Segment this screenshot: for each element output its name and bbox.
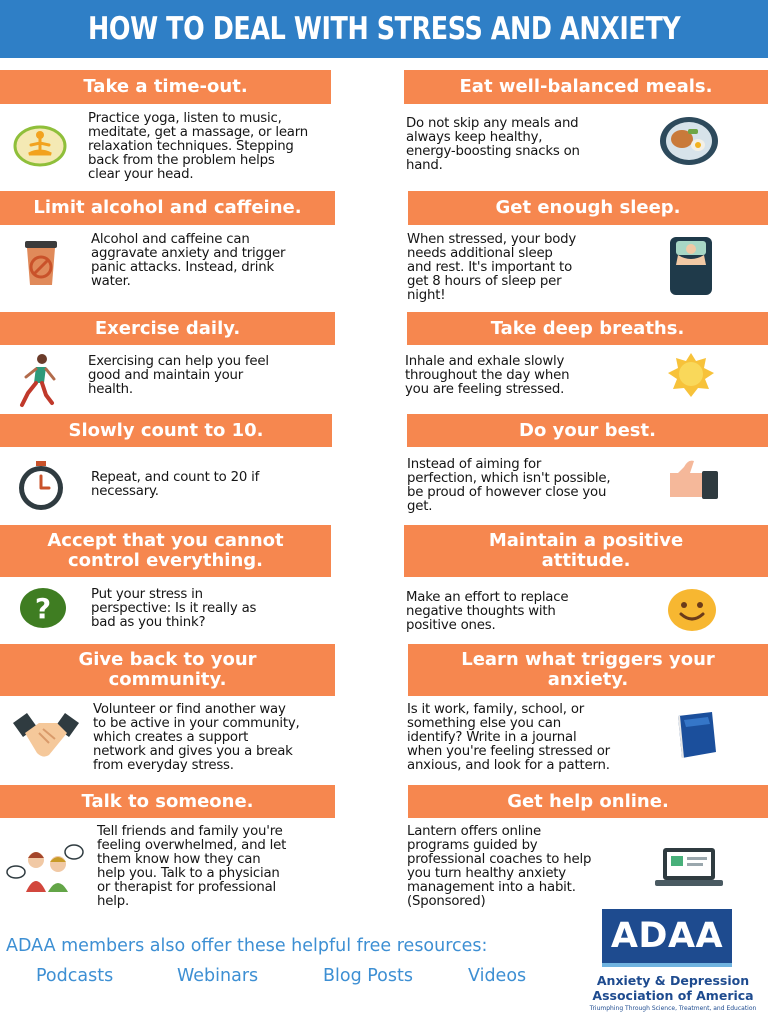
tip-body-line: throughout the day when — [405, 368, 570, 383]
tip-body-alcohol — [91, 233, 285, 289]
tip-body-line: negative thoughts with — [406, 604, 556, 619]
handshake-icon — [13, 713, 79, 761]
tip-body-line: bad as you think? — [91, 615, 206, 630]
org-name-line: Anxiety & Depression — [596, 973, 750, 988]
tip-body-best — [407, 458, 610, 514]
journal-book-icon — [670, 712, 718, 760]
thumbs-up-icon — [668, 459, 720, 501]
meal-plate-icon — [658, 115, 720, 167]
tip-body-line: feeling overwhelmed, and let — [97, 838, 287, 853]
tip-body-line: network and gives you a break — [93, 744, 293, 759]
tip-body-line: good and maintain your — [88, 368, 244, 383]
page-title: HOW TO DEAL WITH STRESS AND ANXIETY — [87, 11, 681, 47]
tip-body-line: which creates a support — [93, 730, 249, 745]
svg-text:?: ? — [34, 592, 52, 625]
tip-body-line: hand. — [406, 158, 443, 173]
tip-heading-community — [0, 644, 335, 696]
tip-heading-sleep — [408, 191, 768, 225]
tip-body-line: health. — [88, 382, 133, 397]
tip-body-line: you are feeling stressed. — [405, 382, 565, 397]
tip-heading-line: Exercise daily. — [94, 317, 241, 339]
organization-tagline: Triumphing Through Science, Treatment, and Education — [589, 1005, 757, 1012]
tip-body-line: water. — [91, 274, 131, 289]
tip-heading-meals — [404, 70, 768, 104]
tip-body-line: Inhale and exhale slowly — [405, 354, 565, 369]
tip-heading-line: Limit alcohol and caffeine. — [33, 197, 302, 218]
tip-heading-positive — [404, 525, 768, 577]
tip-heading-triggers — [408, 644, 768, 696]
tip-body-line: be proud of however close you — [407, 485, 607, 500]
tip-body-line: (Sponsored) — [407, 894, 486, 909]
tip-heading-line: Accept that you cannot — [47, 530, 284, 551]
yoga-meditation-icon — [13, 124, 67, 168]
tip-body-sleep — [407, 233, 576, 303]
tip-heading-talk — [0, 785, 335, 818]
tip-heading-line: Take deep breaths. — [490, 317, 685, 339]
tip-body-positive — [406, 591, 568, 633]
tip-body-line: Tell friends and family you're — [97, 824, 283, 839]
tip-heading-line: Slowly count to 10. — [68, 419, 264, 441]
tip-heading-line: Get help online. — [507, 790, 669, 812]
tip-body-line: panic attacks. Instead, drink — [91, 260, 275, 275]
runner-icon — [18, 353, 58, 409]
tip-body-line: Do not skip any meals and — [406, 116, 579, 131]
tip-heading-line: anxiety. — [547, 669, 629, 690]
tip-heading-alcohol — [0, 191, 335, 225]
tip-body-line: Put your stress in — [91, 587, 203, 602]
tip-body-talk — [97, 825, 286, 909]
tip-body-line: meditate, get a massage, or learn — [88, 125, 309, 140]
tip-body-line: Exercising can help you feel — [88, 354, 269, 369]
tip-body-line: get. — [407, 499, 433, 514]
tip-body-line: anxious, and look for a pattern. — [407, 758, 610, 773]
tip-body-accept — [91, 588, 256, 630]
question-mark-icon — [19, 587, 67, 629]
tip-heading-line: control everything. — [67, 550, 264, 571]
tip-heading-line: Eat well-balanced meals. — [459, 76, 713, 97]
tip-body-line: them know how they can — [97, 852, 261, 867]
tip-body-line: you turn healthy anxiety — [407, 866, 566, 881]
no-coffee-icon — [21, 241, 61, 287]
tip-heading-line: Maintain a positive — [488, 530, 684, 551]
tip-heading-line: Give back to your — [78, 649, 257, 670]
tip-body-line: programs guided by — [407, 838, 538, 853]
tip-body-line: help you. Talk to a physician — [97, 866, 280, 881]
tip-body-line: When stressed, your body — [407, 232, 577, 247]
tip-body-line: always keep healthy, — [406, 130, 543, 145]
tip-body-line: help. — [97, 894, 129, 909]
tip-body-count — [91, 471, 259, 499]
tip-body-line: positive ones. — [406, 618, 496, 633]
tip-body-line: aggravate anxiety and trigger — [91, 246, 286, 261]
tip-body-line: professional coaches to help — [407, 852, 592, 867]
tip-body-line: Repeat, and count to 20 if — [91, 470, 260, 485]
tip-body-line: Practice yoga, listen to music, — [88, 111, 282, 126]
sun-icon — [666, 353, 716, 397]
resources-intro: ADAA members also offer these helpful free resources: — [6, 936, 488, 956]
tip-body-line: relaxation techniques. Stepping — [88, 139, 294, 154]
tip-body-line: Lantern offers online — [407, 824, 541, 839]
podcasts-link[interactable]: Podcasts — [36, 966, 114, 986]
org-name-line: Association of America — [592, 988, 754, 1003]
tip-body-line: Instead of aiming for — [407, 457, 542, 472]
tip-heading-count — [0, 414, 332, 447]
tip-body-line: Is it work, family, school, or — [407, 702, 585, 717]
tip-body-line: night! — [407, 288, 446, 303]
tip-heading-best — [407, 414, 768, 447]
tip-heading-line: Talk to someone. — [81, 790, 254, 812]
tip-body-line: and rest. It's important to — [407, 260, 573, 275]
tip-heading-line: Learn what triggers your — [461, 649, 715, 670]
tip-body-line: Alcohol and caffeine can — [91, 232, 250, 247]
tip-body-community — [93, 703, 300, 773]
tip-body-line: Volunteer or find another way — [93, 702, 286, 717]
tip-heading-exercise — [0, 312, 335, 345]
tip-body-line: perspective: Is it really as — [91, 601, 257, 616]
tip-body-line: when you're feeling stressed or — [407, 744, 610, 759]
tip-heading-line: attitude. — [541, 550, 631, 571]
tip-body-line: get 8 hours of sleep per — [407, 274, 562, 289]
organization-name — [588, 973, 758, 1003]
smiley-face-icon — [667, 588, 717, 632]
blog-posts-link[interactable]: Blog Posts — [323, 966, 413, 986]
logo-accent-bar — [602, 963, 732, 967]
tip-body-line: necessary. — [91, 484, 159, 499]
webinars-link[interactable]: Webinars — [177, 966, 259, 986]
tip-heading-online — [408, 785, 768, 818]
tip-body-line: needs additional sleep — [407, 246, 553, 261]
tip-body-time-out — [88, 112, 308, 182]
tip-body-line: management into a habit. — [407, 880, 576, 895]
people-chat-icon — [4, 842, 84, 894]
tip-body-breaths — [405, 355, 569, 397]
tip-heading-accept — [0, 525, 331, 577]
tip-body-line: clear your head. — [88, 167, 194, 182]
logo-abbr: ADAA — [610, 916, 724, 956]
tip-body-triggers — [407, 703, 610, 773]
tip-body-online — [407, 825, 591, 909]
tip-heading-breaths — [407, 312, 768, 345]
tip-body-meals — [406, 117, 580, 173]
sleeping-person-icon — [668, 237, 714, 297]
stopwatch-icon — [15, 461, 67, 511]
laptop-icon — [655, 848, 723, 886]
tip-body-line: to be active in your community, — [93, 716, 300, 731]
tip-body-line: energy-boosting snacks on — [406, 144, 580, 159]
tip-heading-line: Get enough sleep. — [495, 197, 681, 218]
adaa-logo — [602, 909, 732, 963]
title-banner — [0, 0, 768, 58]
tip-heading-line: Take a time-out. — [83, 76, 248, 97]
tip-heading-line: community. — [108, 669, 227, 690]
tip-body-line: identify? Write in a journal — [407, 730, 577, 745]
videos-link[interactable]: Videos — [468, 966, 527, 986]
tip-heading-time-out — [0, 70, 331, 104]
tip-body-exercise — [88, 355, 269, 397]
tip-body-line: back from the problem helps — [88, 153, 275, 168]
tip-body-line: Make an effort to replace — [406, 590, 569, 605]
tip-heading-line: Do your best. — [519, 419, 656, 441]
tip-body-line: from everyday stress. — [93, 758, 234, 773]
tip-body-line: perfection, which isn't possible, — [407, 471, 611, 486]
tip-body-line: or therapist for professional — [97, 880, 277, 895]
tip-body-line: something else you can — [407, 716, 561, 731]
